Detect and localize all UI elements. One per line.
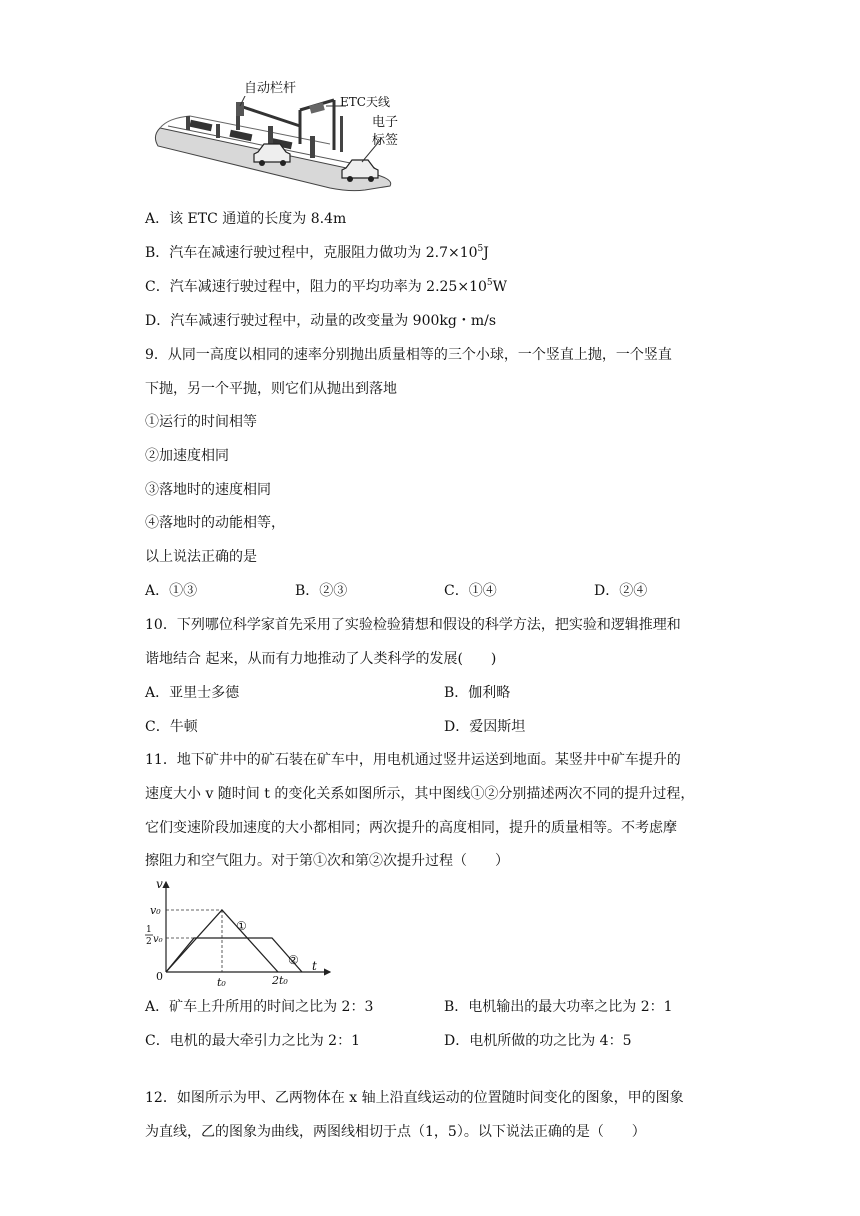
tick-t0: t₀ <box>217 976 226 989</box>
q9-option-d: D．②④ <box>594 583 648 599</box>
q8-option-c-unit: W <box>492 279 508 295</box>
origin-label: 0 <box>156 970 163 983</box>
q11-option-d: D．电机所做的功之比为 4：5 <box>444 1033 632 1049</box>
tick-2t0: 2t₀ <box>272 974 288 987</box>
q10-option-a: A．亚里士多德 <box>145 685 240 701</box>
q9-statement-1: ①运行的时间相等 <box>145 414 257 430</box>
q12-stem-1: 12．如图所示为甲、乙两物体在 x 轴上沿直线运动的位置随时间变化的图象，甲的图象 <box>145 1090 684 1106</box>
q10-stem-1: 10．下列哪位科学家首先采用了实验检验猜想和假设的科学方法，把实验和逻辑推理和 <box>145 617 681 633</box>
q10-option-d: D．爱因斯坦 <box>444 719 526 735</box>
curve-label-1: ① <box>236 919 247 933</box>
q11-vt-graph <box>140 876 340 992</box>
q11-option-b: B．电机输出的最大功率之比为 2：1 <box>444 999 673 1015</box>
q11-stem-3: 它们变速阶段加速度的大小都相同；两次提升的高度相同，提升的质量相等。不考虑摩 <box>145 820 677 836</box>
q8-option-c-exp: 5 <box>486 278 493 288</box>
label-antenna: ETC天线 <box>340 95 390 109</box>
q10-stem-2: 谐地结合 起来，从而有力地推动了人类科学的发展( ) <box>145 651 497 667</box>
tick-v0: v₀ <box>150 904 161 917</box>
q10-option-c: C．牛顿 <box>145 719 198 735</box>
q8-option-c-text: C．汽车减速行驶过程中，阻力的平均功率为 2.25×10 <box>145 279 487 295</box>
etc-lane-figure <box>150 76 410 194</box>
q8-option-d: D．汽车减速行驶过程中，动量的改变量为 900kg・m/s <box>145 313 497 329</box>
q8-option-b-exp: 5 <box>477 244 484 254</box>
tick-half-num: 1 <box>146 925 152 935</box>
q9-statement-4: ④落地时的动能相等， <box>145 515 285 531</box>
q11-option-a: A．矿车上升所用的时间之比为 2：3 <box>145 999 374 1015</box>
curve-label-2: ② <box>288 953 299 967</box>
q9-statement-2: ②加速度相同 <box>145 448 229 464</box>
label-barrier: 自动栏杆 <box>244 81 297 96</box>
q10-option-b: B．伽利略 <box>444 685 511 701</box>
q8-option-b-text: B．汽车在减速行驶过程中，克服阻力做功为 2.7×10 <box>145 245 478 261</box>
q9-statement-3: ③落地时的速度相同 <box>145 482 271 498</box>
tick-half-den: 2 <box>146 937 152 947</box>
q8-option-c <box>145 277 507 297</box>
q9-option-c: C．①④ <box>444 583 497 599</box>
q8-option-a: A．该 ETC 通道的长度为 8.4m <box>145 211 347 227</box>
q11-option-c: C．电机的最大牵引力之比为 2：1 <box>145 1033 360 1049</box>
axis-t-label: t <box>312 959 317 973</box>
q9-option-a: A．①③ <box>145 583 198 599</box>
q11-stem-4: 擦阻力和空气阻力。对于第①次和第②次提升过程（ ） <box>145 853 509 869</box>
q12-stem-2: 为直线，乙的图象为曲线，两图线相切于点（1，5）。以下说法正确的是（ ） <box>145 1124 646 1140</box>
q8-option-b <box>145 243 489 263</box>
graph-line-2 <box>166 938 302 972</box>
q9-ask: 以上说法正确的是 <box>145 549 257 565</box>
tick-half-v0: v₀ <box>153 934 163 945</box>
q9-stem-1: 9．从同一高度以相同的速率分别抛出质量相等的三个小球，一个竖直上抛，一个竖直 <box>145 347 672 363</box>
label-tag-2: 标签 <box>372 133 399 148</box>
q9-stem-2: 下抛，另一个平抛，则它们从抛出到落地 <box>145 381 397 397</box>
q11-stem-1: 11．地下矿井中的矿石装在矿车中，用电机通过竖井运送到地面。某竖井中矿车提升的 <box>145 752 681 768</box>
q11-stem-2: 速度大小 v 随时间 t 的变化关系如图所示，其中图线①②分别描述两次不同的提升过程， <box>145 786 695 802</box>
q8-option-b-unit: J <box>483 245 489 261</box>
q9-option-b: B．②③ <box>295 583 348 599</box>
label-tag-1: 电子 <box>372 115 399 130</box>
axis-v-label: v <box>156 877 163 891</box>
